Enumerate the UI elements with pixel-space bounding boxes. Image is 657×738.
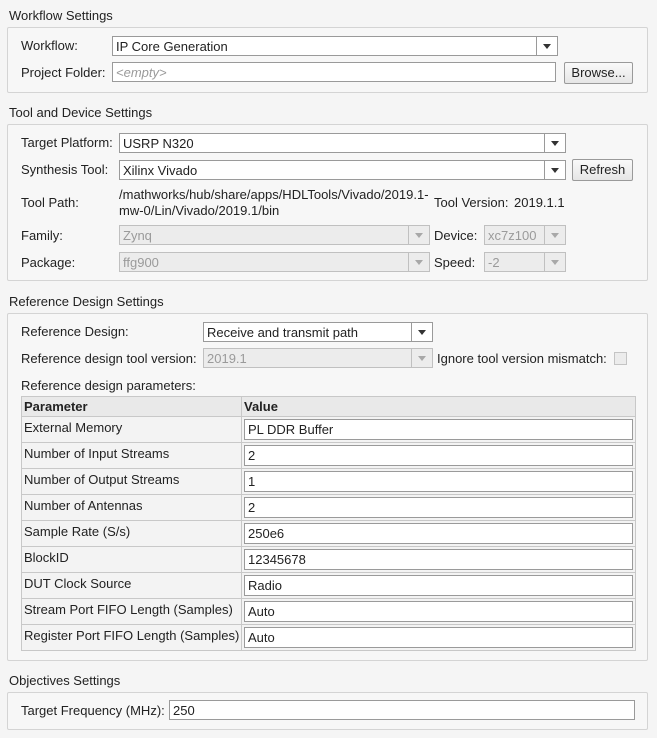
speed-label: Speed: — [434, 255, 476, 270]
tool-version-label: Tool Version: — [434, 195, 509, 210]
speed-value: -2 — [488, 255, 500, 270]
parameter-name: Stream Port FIFO Length (Samples) — [22, 599, 242, 625]
tool-path-label: Tool Path: — [21, 195, 79, 210]
workflow-dropdown[interactable] — [112, 36, 558, 56]
parameter-name: DUT Clock Source — [22, 573, 242, 599]
target-platform-dropdown[interactable] — [119, 133, 566, 153]
table-row — [22, 417, 636, 443]
target-platform-value: USRP N320 — [123, 136, 194, 151]
table-row — [22, 625, 636, 651]
target-platform-label: Target Platform: — [21, 135, 113, 150]
project-folder-placeholder: <empty> — [116, 65, 167, 80]
chevron-down-icon — [544, 253, 565, 271]
chevron-down-icon — [411, 349, 432, 367]
tool-path-value-line1: /mathworks/hub/share/apps/HDLTools/Vivado/2019.1- — [119, 187, 429, 202]
workflow-settings-title: Workflow Settings — [9, 8, 113, 23]
workflow-label: Workflow: — [21, 38, 78, 53]
parameter-name: Register Port FIFO Length (Samples) — [22, 625, 242, 651]
parameter-value-input[interactable]: 2 — [244, 497, 633, 518]
reference-design-tool-version-label: Reference design tool version: — [21, 351, 197, 366]
ignore-mismatch-label: Ignore tool version mismatch: — [437, 351, 607, 366]
refresh-button[interactable]: Refresh — [572, 159, 633, 181]
parameter-value-input[interactable]: 250e6 — [244, 523, 633, 544]
parameter-name: Number of Output Streams — [22, 469, 242, 495]
chevron-down-icon[interactable] — [536, 37, 557, 55]
tool-device-settings-title: Tool and Device Settings — [9, 105, 153, 120]
package-label: Package: — [21, 255, 76, 270]
tool-path-value-line2: mw-0/Lin/Vivado/2019.1/bin — [119, 203, 280, 218]
chevron-down-icon[interactable] — [544, 134, 565, 152]
package-dropdown — [119, 252, 430, 272]
table-row — [22, 495, 636, 521]
parameter-value-input[interactable]: 12345678 — [244, 549, 633, 570]
browse-button[interactable]: Browse... — [564, 62, 633, 84]
table-row — [22, 573, 636, 599]
parameters-table — [21, 396, 636, 651]
parameter-value-input[interactable]: Auto — [244, 601, 633, 622]
parameter-name: External Memory — [22, 417, 242, 443]
reference-design-parameters-label: Reference design parameters: — [21, 378, 196, 393]
family-dropdown — [119, 225, 430, 245]
objectives-settings-title: Objectives Settings — [9, 673, 121, 688]
reference-design-settings-title: Reference Design Settings — [9, 294, 164, 309]
parameter-value-input[interactable]: Radio — [244, 575, 633, 596]
project-folder-label: Project Folder: — [21, 65, 106, 80]
tool-version-value: 2019.1.1 — [514, 195, 565, 210]
chevron-down-icon — [408, 226, 429, 244]
table-row — [22, 521, 636, 547]
speed-dropdown — [484, 252, 566, 272]
device-dropdown — [484, 225, 566, 245]
table-row — [22, 547, 636, 573]
parameter-value-input[interactable]: 1 — [244, 471, 633, 492]
project-folder-input[interactable] — [112, 62, 556, 82]
reference-design-value: Receive and transmit path — [207, 325, 359, 340]
chevron-down-icon[interactable] — [544, 161, 565, 179]
reference-design-tool-version-value: 2019.1 — [207, 351, 247, 366]
synthesis-tool-dropdown[interactable] — [119, 160, 566, 180]
value-column-header: Value — [242, 397, 636, 417]
family-label: Family: — [21, 228, 63, 243]
parameter-name: Sample Rate (S/s) — [22, 521, 242, 547]
parameter-name: Number of Antennas — [22, 495, 242, 521]
target-frequency-value: 250 — [173, 703, 195, 718]
reference-design-dropdown[interactable] — [203, 322, 433, 342]
table-row — [22, 443, 636, 469]
parameter-name: Number of Input Streams — [22, 443, 242, 469]
package-value: ffg900 — [123, 255, 159, 270]
device-value: xc7z100 — [488, 228, 537, 243]
parameter-name: BlockID — [22, 547, 242, 573]
family-value: Zynq — [123, 228, 152, 243]
target-frequency-input[interactable] — [169, 700, 635, 720]
parameter-column-header: Parameter — [22, 397, 242, 417]
parameter-value-input[interactable]: PL DDR Buffer — [244, 419, 633, 440]
reference-design-label: Reference Design: — [21, 324, 129, 339]
ignore-mismatch-checkbox — [614, 352, 627, 365]
target-frequency-label: Target Frequency (MHz): — [21, 703, 165, 718]
synthesis-tool-label: Synthesis Tool: — [21, 162, 109, 177]
synthesis-tool-value: Xilinx Vivado — [123, 163, 198, 178]
table-row — [22, 469, 636, 495]
chevron-down-icon[interactable] — [411, 323, 432, 341]
device-label: Device: — [434, 228, 478, 243]
parameter-value-input[interactable]: 2 — [244, 445, 633, 466]
parameter-value-input[interactable]: Auto — [244, 627, 633, 648]
chevron-down-icon — [544, 226, 565, 244]
workflow-value: IP Core Generation — [116, 39, 228, 54]
chevron-down-icon — [408, 253, 429, 271]
table-row — [22, 599, 636, 625]
reference-design-tool-version-dropdown — [203, 348, 433, 368]
